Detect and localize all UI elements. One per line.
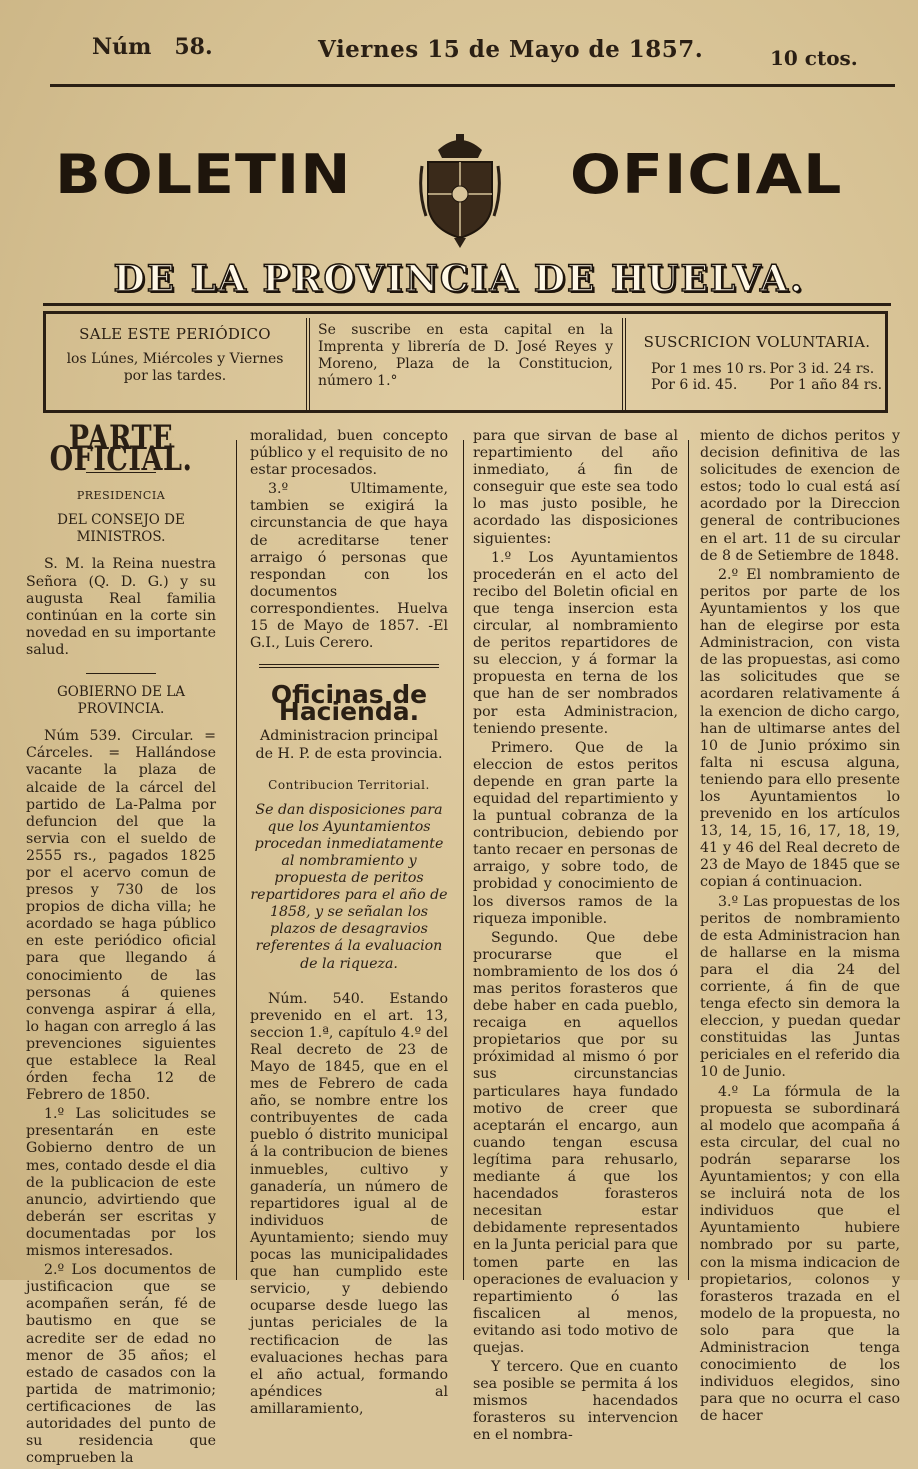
- continuation-paragraph: miento de dichos peritos y decision definitiva de las solicitudes de exencion de estos; todo lo cual está así acordado por la Direccion general de contribuciones en el art. 11 de su circular de 8 de Setiembre de 1848.: [700, 428, 900, 564]
- column-rule: [688, 440, 689, 1280]
- continuation-paragraph: moralidad, buen concepto público y el requisito de no estar procesados.: [250, 428, 448, 479]
- rate-one-year: Por 1 año 84 rs.: [769, 377, 883, 393]
- title-boletin: BOLETIN: [55, 143, 352, 207]
- consejo-heading: DEL CONSEJO DE MINISTROS.: [57, 512, 185, 546]
- rule-1-paragraph: 1.º Las solicitudes se presentarán en este Gobierno dentro de un mes, contado desde el dia de la publicacion de este anuncio, advirtiendo que deberán ser escritas y documentadas por los mismos interesados.: [26, 1106, 216, 1260]
- rate-six-months: Por 6 id. 45.: [651, 377, 738, 393]
- column-rule: [236, 440, 237, 1280]
- gobierno-heading: GOBIERNO DE LA PROVINCIA.: [57, 684, 185, 718]
- column-3: [473, 428, 678, 1447]
- issue-date: Viernes 15 de Mayo de 1857.: [318, 36, 704, 63]
- subtitle-provincia: DE LA PROVINCIA DE HUELVA.: [113, 258, 805, 300]
- continuation-paragraph: para que sirvan de base al repartimiento del año inmediato, á fin de conseguir que este sea todo lo mas justo posible, he acordado las disposiciones siguientes:: [473, 428, 678, 547]
- disposicion-4-paragraph: 4.º La fórmula de la propuesta se subordinará al modelo que acompaña á esta circular, del cual no podrán separarse los Ayuntamientos; y con ella se incluirá nota de los individuos que el Ayuntamiento hubiere nombrado por su parte, con la misma indicacion de propietarios, colonos y forasteros trazada en el modelo de la propuesta, no solo para que la Administracion tenga conocimiento de los individuos elegidos, sino para que no ocurra el caso de hacer: [700, 1083, 900, 1425]
- publication-schedule: [46, 314, 304, 422]
- title-oficial: OFICIAL: [570, 143, 843, 207]
- masthead-top-line: [0, 34, 918, 74]
- summary-italic: Se dan disposiciones para que los Ayuntamientos procedan inmediatamente al nombramiento y propuesta de peritos repartidores para el año de 1858, y se señalan los plazos de desagravios referentes á la evaluacion de la riqueza.: [250, 801, 448, 972]
- tercero-paragraph: Y tercero. Que en cuanto sea posible se permita á los mismos hacendados forasteros su intervencion en el nombra-: [473, 1359, 678, 1444]
- rule-2-paragraph: 2.º Los documentos de justificacion que se acompañen serán, fé de bautismo en que se acredite ser de edad no menor de 35 años; el estado de casados con la partida de matrimonio; certificaciones de las autoridades del punto de su residencia que comprueben la: [26, 1262, 216, 1467]
- column-2: [250, 428, 448, 1420]
- disposicion-1-paragraph: 1.º Los Ayuntamientos procederán en el acto del recibo del Boletin oficial en que tenga insercion esta circular, al nombramiento de peritos repartidores de su eleccion, y á formar la propuesta en terna de los que han de ser nombrados por esta Administracion, teniendo presente.: [473, 549, 678, 737]
- administracion-heading: Administracion principal de H. P. de esta provincia.: [255, 728, 443, 762]
- divider: [86, 673, 156, 674]
- parte-oficial-heading: PARTE OFICIAL.: [49, 418, 193, 480]
- subscription-infobox: [43, 311, 888, 413]
- rates-heading: SUSCRICION VOLUNTARIA.: [643, 333, 871, 351]
- subscription-text: Se suscribe en esta capital en la Imprenta y librería de D. José Reyes y Moreno, Plaza de la Constitucion, número 1.°: [318, 322, 613, 389]
- top-rule: [50, 84, 895, 87]
- issue-number: Núm 58.: [92, 34, 213, 60]
- subscription-location: [308, 314, 623, 418]
- disposicion-2-paragraph: 2.º El nombramiento de peritos por parte de los Ayuntamientos y los que han de elegirse por esta Administracion, con vista de las propuestas, asi como las solicitudes que se acordaren relativamente á la exencion de dicho cargo, han de ultimarse antes del 10 de Junio próximo sin falta ni escusa alguna, teniendo para ello presente los Ayuntamientos lo prevenido en los artículos 13, 14, 15, 16, 17, 18, 19, 41 y 46 del Real decreto de 23 de Mayo de 1845 que se copian á continuacion.: [700, 566, 900, 891]
- royal-health-paragraph: S. M. la Reina nuestra Señora (Q. D. G.) y su augusta Real familia continúan en la corte sin novedad en su importante salud.: [26, 556, 216, 658]
- column-rule: [463, 440, 464, 1280]
- rates-table: [626, 361, 888, 393]
- rate-three-months: Por 3 id. 24 rs.: [769, 361, 875, 377]
- royal-crest-icon: [418, 132, 502, 250]
- rate-one-month: Por 1 mes 10 rs.: [651, 361, 767, 377]
- circular-540-paragraph: Núm. 540. Estando prevenido en el art. 13, seccion 1.ª, capítulo 4.º del Real decreto de 23 de Mayo de 1845, que en el mes de Febrero de cada año, se nombre entre los contribuyentes de cada pueblo ó distrito municipal á la contribucion de bienes inmuebles, cultivo y ganadería, un número de repartidores igual al de individuos de Ayuntamiento; siendo muy pocas las municipalidades que han cumplido este servicio, y debiendo ocuparse desde luego las juntas periciales de la rectificacion de las evaluaciones hechas para el año actual, formando apéndices al amillaramiento,: [250, 990, 448, 1417]
- contribucion-heading: Contribucion Territorial.: [268, 777, 430, 792]
- segundo-paragraph: Segundo. Que debe procurarse que el nombramiento de los dos ó mas peritos forasteros que debe haber en cada pueblo, recaiga en aquellos propietarios que por su próximidad al mismo ó por sus circunstancias particulares haya fundado motivo de creer que aceptarán el encargo, aun cuando tengan escusa legítima para rehusarlo, mediante á que los hacendados forasteros necesitan estar debidamente representados en la Junta pericial para que tomen parte en las operaciones de evaluacion y repartimiento ó las fiscalicen al menos, evitando asi todo motivo de quejas.: [473, 929, 678, 1356]
- double-divider: [259, 664, 439, 668]
- rule-3-paragraph: 3.º Ultimamente, tambien se exigirá la circunstancia de que haya de acreditarse tener arraigo ó personas que respondan con los documentos correspondientes. Huelva 15 de Mayo de 1857. -El G.I., Luis Cerero.: [250, 481, 448, 652]
- schedule-heading: SALE ESTE PERIÓDICO: [79, 325, 271, 343]
- disposicion-3-paragraph: 3.º Las propuestas de los peritos de nombramiento de esta Administracion han de hallarse en la misma para el dia 24 del corriente, á fin de que tenga efecto sin demora la eleccion, y puedan quedar constituidas las Juntas periciales en el referido dia 10 de Junio.: [700, 893, 900, 1081]
- header-rule: [43, 303, 891, 306]
- column-4: [700, 428, 900, 1427]
- oficinas-heading: Oficinas de Hacienda.: [270, 680, 428, 727]
- circular-539-paragraph: Núm 539. Circular. = Cárceles. = Hallándose vacante la plaza de alcaide de la cárcel del partido de La-Palma por defuncion del que la servia con el sueldo de 2555 rs., pagados 1825 por el acervo comun de presos y 730 de los propios de dicha villa; he acordado se haga público en este periódico oficial para que llegando á conocimiento de las personas á quienes convenga aspirar á ella, lo hagan con arreglo á las prevenciones siguientes que establece la Real órden fecha 12 de Febrero de 1850.: [26, 728, 216, 1104]
- schedule-text: los Lúnes, Miércoles y Viernes por las tardes.: [66, 351, 284, 384]
- primero-paragraph: Primero. Que de la eleccion de estos peritos depende en gran parte la equidad del repartimiento y la puntual cobranza de la contribucion, debiendo por tanto recaer en personas de arraigo, y sobre todo, de probidad y conocimiento de los diversos ramos de la riqueza imponible.: [473, 739, 678, 927]
- column-1: [26, 418, 216, 1469]
- presidencia-heading: PRESIDENCIA: [76, 489, 166, 503]
- issue-price: 10 ctos.: [770, 46, 858, 70]
- subscription-rates: [626, 314, 888, 430]
